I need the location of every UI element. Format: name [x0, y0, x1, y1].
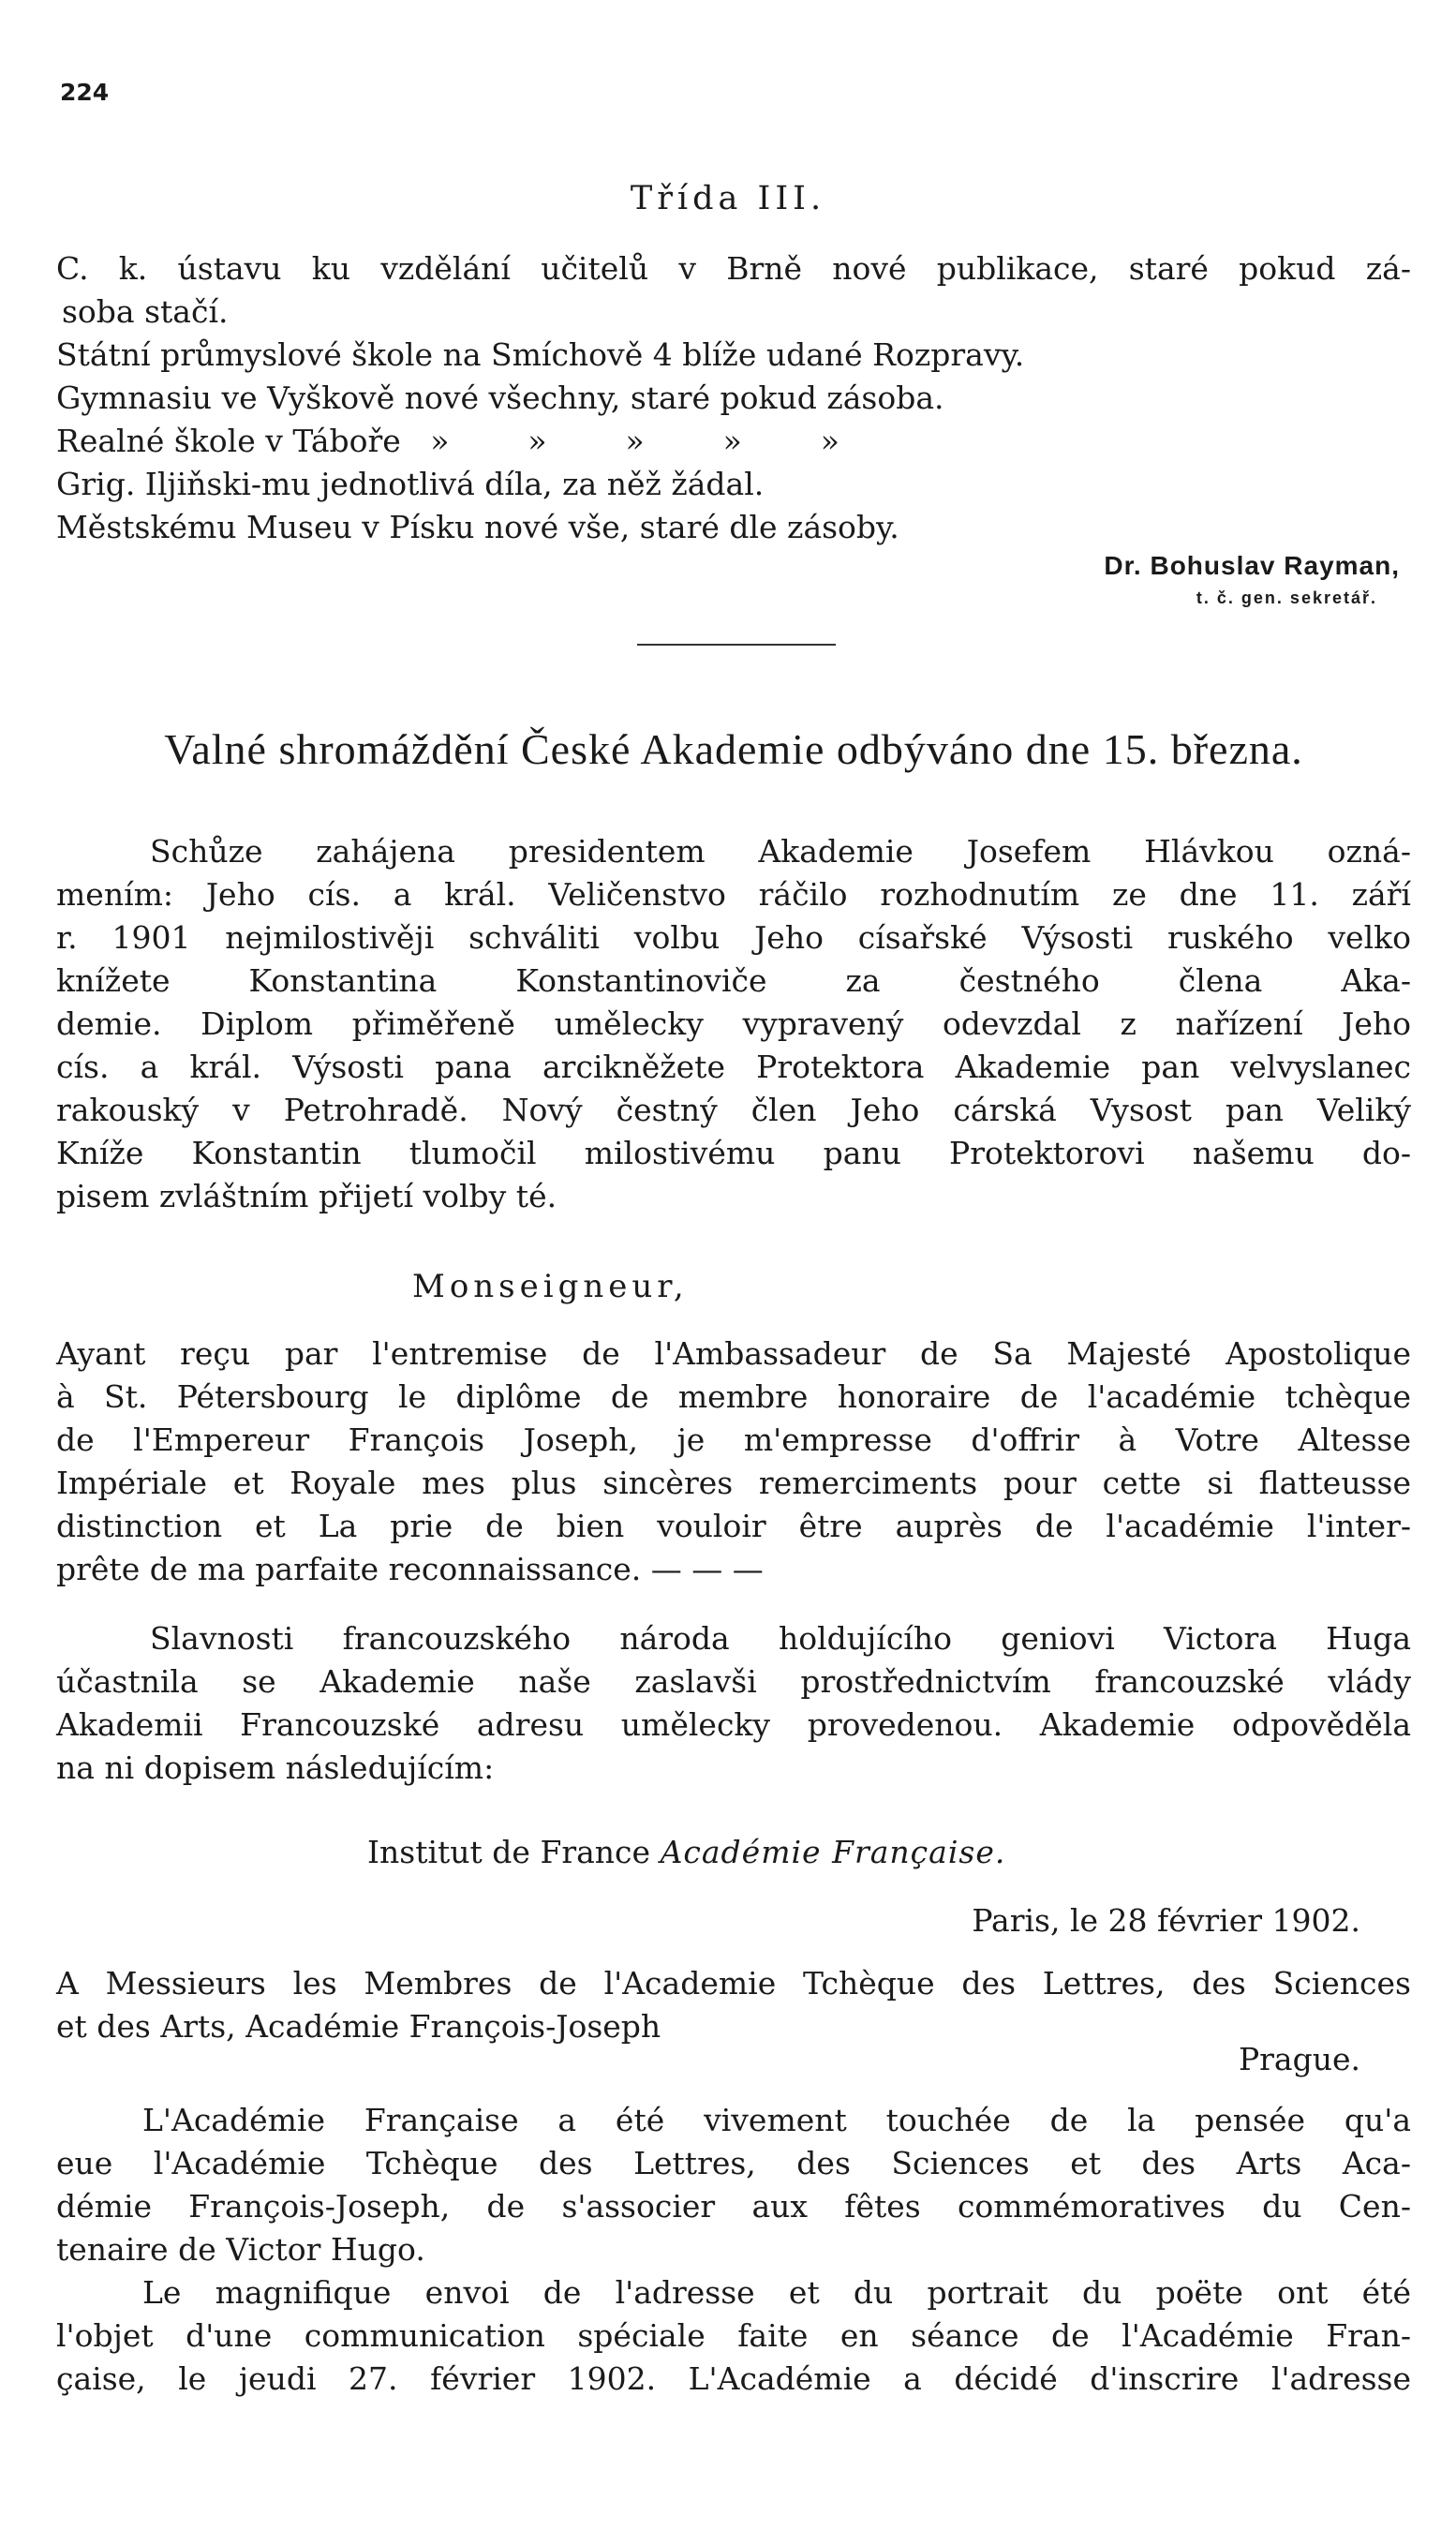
- letter-line: de l'Empereur François Joseph, je m'empresse d'offrir à Votre Altesse: [56, 1421, 1411, 1458]
- paragraph-line: na ni dopisem následujícím:: [56, 1749, 495, 1786]
- letter-line: tenaire de Victor Hugo.: [56, 2231, 425, 2268]
- donation-line: Grig. Iljiňski-mu jednotlivá díla, za něž žádal.: [56, 466, 765, 502]
- addressee-line: A Messieurs les Membres de l'Academie Tchèque des Lettres, des Sciences: [56, 1965, 1411, 2002]
- donation-line: soba stačí.: [62, 293, 229, 330]
- signer-role: t. č. gen. sekretář.: [1196, 588, 1377, 607]
- paragraph-line: Kníže Konstantin tlumočil milostivému panu Protektorovi našemu do-: [56, 1135, 1411, 1171]
- letter-body-1: [56, 2099, 1411, 2271]
- paragraph-line: rakouský v Petrohradě. Nový čestný člen Jeho cárská Vysost pan Veliký: [56, 1092, 1411, 1128]
- paragraph-line: cís. a král. Výsosti pana arcikněžete Protektora Akademie pan velvyslanec: [56, 1049, 1411, 1085]
- letterhead-institution: Institut de France: [367, 1834, 661, 1870]
- section-divider: [637, 644, 836, 646]
- paragraph-line: knížete Konstantina Konstantinoviče za čestného člena Aka-: [56, 962, 1411, 999]
- paragraph-line: mením: Jeho cís. a král. Veličenstvo ráčilo rozhodnutím ze dne 11. září: [56, 876, 1411, 913]
- letter-line: prête de ma parfaite reconnaissance. — — —: [56, 1551, 764, 1587]
- paragraph-line: Akademii Francouzské adresu umělecky provedenou. Akademie odpověděla: [56, 1706, 1411, 1743]
- paragraph-line: demie. Diplom přiměřeně umělecky vypravený odevzdal z nařízení Jeho: [56, 1005, 1411, 1042]
- letter-line: Le magnifique envoi de l'adresse et du portrait du poëte ont été: [142, 2274, 1411, 2311]
- page-number: 224: [60, 79, 110, 106]
- meeting-paragraph: [56, 830, 1411, 1218]
- donation-line: Městskému Museu v Písku nové vše, staré dle zásoby.: [56, 509, 899, 545]
- hugo-paragraph: [56, 1617, 1411, 1790]
- addressee-line: et des Arts, Académie François-Joseph: [56, 2008, 661, 2045]
- letter-line: eue l'Académie Tchèque des Lettres, des Sciences et des Arts Aca-: [56, 2145, 1411, 2181]
- signature-block: [1104, 551, 1400, 608]
- donation-line: Gymnasiu ve Vyškově nové všechny, staré pokud zásoba.: [56, 380, 944, 416]
- paragraph-line: Slavnosti francouzského národa holdujícího geniovi Victora Huga: [150, 1620, 1411, 1657]
- donation-list: [56, 247, 1411, 549]
- letter-line: l'objet d'une communication spéciale faite en séance de l'Académie Fran-: [56, 2317, 1411, 2354]
- letter-line: çaise, le jeudi 27. février 1902. L'Académie a décidé d'inscrire l'adresse: [56, 2360, 1411, 2397]
- letterhead-academy: Académie Française.: [660, 1834, 1006, 1870]
- paragraph-line: pisem zvláštním přijetí volby té.: [56, 1178, 557, 1214]
- letter-line: distinction et La prie de bien vouloir être auprès de l'académie l'inter-: [56, 1508, 1411, 1544]
- meeting-title: Valné shromáždění České Akademie odbýváno dne 15. března.: [164, 725, 1303, 773]
- section-heading: Třída III.: [630, 180, 826, 217]
- paragraph-line: Schůze zahájena presidentem Akademie Josefem Hlávkou ozná-: [150, 833, 1411, 870]
- letter-line: à St. Pétersbourg le diplôme de membre honoraire de l'académie tchèque: [56, 1378, 1411, 1415]
- letter-line: L'Académie Française a été vivement touchée de la pensée qu'a: [142, 2102, 1411, 2138]
- letter-body-2: [56, 2271, 1411, 2401]
- donation-line: C. k. ústavu ku vzdělání učitelů v Brně nové publikace, staré pokud zá-: [56, 250, 1411, 287]
- paragraph-line: r. 1901 nejmilostivěji schváliti volbu Jeho císařské Výsosti ruského velko: [56, 919, 1411, 956]
- letter-date: Paris, le 28 février 1902.: [972, 1902, 1360, 1939]
- paragraph-line: účastnila se Akademie naše zaslavši prostřednictvím francouzské vlády: [56, 1663, 1411, 1700]
- signer-name: Dr. Bohuslav Rayman,: [1104, 551, 1400, 580]
- addressee-city: Prague.: [1238, 2041, 1360, 2077]
- donation-line: Realné škole v Táboře » » » » »: [56, 423, 839, 459]
- addressee: [56, 1962, 1411, 2048]
- letter-line: Impériale et Royale mes plus sincères remerciments pour cette si flatteusse: [56, 1465, 1411, 1501]
- letter-line: Ayant reçu par l'entremise de l'Ambassadeur de Sa Majesté Apostolique: [56, 1335, 1411, 1372]
- letter-line: démie François-Joseph, de s'associer aux fêtes commémoratives du Cen-: [56, 2188, 1411, 2225]
- donation-line: Státní průmyslové škole na Smíchově 4 blíže udané Rozpravy.: [56, 336, 1025, 373]
- french-letter: [56, 1332, 1411, 1591]
- letter-salutation: Monseigneur,: [412, 1268, 689, 1305]
- letterhead: [367, 1834, 1005, 1870]
